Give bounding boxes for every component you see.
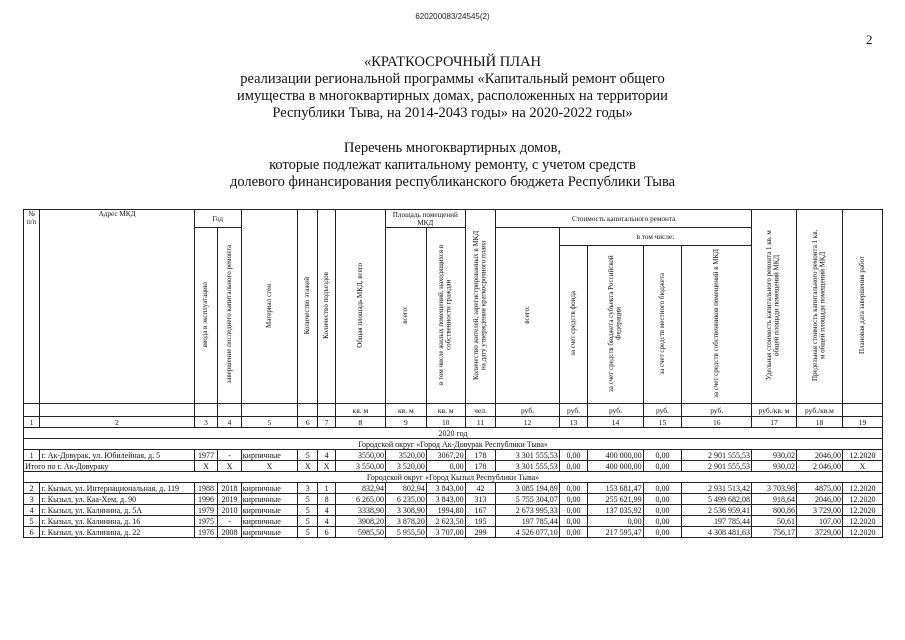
table-cell: 0,00 [559, 494, 588, 505]
unit-cell: руб./кв.м [796, 404, 842, 417]
table-cell: 3 729,00 [796, 505, 842, 516]
table-cell: 3 301 555,53 [496, 450, 559, 461]
header-owners: за счет средств собственников помещений в МКД [711, 249, 720, 398]
table-cell: 6 235,00 [385, 494, 426, 505]
table-cell: 0,00 [643, 505, 682, 516]
table-cell: 5 [298, 516, 318, 527]
table-cell: 1977 [194, 450, 218, 461]
header-local-budget: за счет средств местного бюджета [657, 272, 666, 375]
table-cell: 3 520,00 [385, 461, 426, 472]
table-cell: 2 536 959,41 [682, 505, 752, 516]
table-cell: 3 703,98 [752, 483, 797, 494]
table-row [24, 450, 883, 461]
document-title [0, 54, 905, 122]
title-line: Республики Тыва, на 2014-2043 годы» на 2020-2022 годы» [272, 105, 633, 121]
table-cell: X [194, 461, 218, 472]
column-number: 5 [241, 417, 297, 428]
table-cell: 1 [24, 450, 40, 461]
table-cell: 5 499 682,08 [682, 494, 752, 505]
table-cell: 0,00 [559, 450, 588, 461]
table-cell: 0,00 [559, 483, 588, 494]
subtitle-line: которые подлежат капитальному ремонту, с учетом средств [269, 157, 636, 173]
table-cell: 2 623,50 [426, 516, 465, 527]
table-cell: 4 [318, 450, 335, 461]
table-cell: 5 [298, 494, 318, 505]
header-including: в том числе: [559, 228, 751, 246]
table-cell: 0,00 [643, 483, 682, 494]
table-cell: кирпичные [241, 527, 297, 538]
table-cell: 918,64 [752, 494, 797, 505]
table-cell: 12.2020 [842, 450, 882, 461]
table-cell: 153 681,47 [588, 483, 643, 494]
table-cell: 6 [318, 527, 335, 538]
header-planned-date: Плановая дата завершения работ [857, 256, 866, 355]
table-cell: 5 755 304,07 [496, 494, 559, 505]
table-cell: кирпичные [241, 516, 297, 527]
table-cell: 2010 [218, 505, 242, 516]
unit-cell: руб. [682, 404, 752, 417]
table-cell: 400 000,00 [588, 461, 643, 472]
column-number: 14 [588, 417, 643, 428]
column-number: 10 [426, 417, 465, 428]
table-cell: 5 [298, 505, 318, 516]
table-cell: 2 901 555,53 [682, 450, 752, 461]
table-cell: X [842, 461, 882, 472]
table-cell: 2 046,00 [796, 461, 842, 472]
table-cell: 0,00 [426, 461, 465, 472]
unit-cell: чел. [465, 404, 496, 417]
table-cell: 756,17 [752, 527, 797, 538]
column-number: 11 [465, 417, 496, 428]
subtitle-line: Перечень многоквартирных домов, [343, 140, 562, 156]
column-number: 1 [24, 417, 40, 428]
table-cell: 107,00 [796, 516, 842, 527]
column-number: 7 [318, 417, 335, 428]
table-cell: 2046,00 [796, 450, 842, 461]
table-row [24, 527, 883, 538]
header-cost-total: всего: [522, 305, 531, 324]
table-cell: 3 [298, 483, 318, 494]
unit-cell: руб. [496, 404, 559, 417]
table-cell: 2 931 513,42 [682, 483, 752, 494]
header-n: № п/п [24, 210, 40, 404]
table-cell: кирпичные [241, 505, 297, 516]
table-cell: 2008 [218, 527, 242, 538]
table-cell: 3 843,00 [426, 483, 465, 494]
repair-plan-table [23, 209, 883, 538]
table-cell: 802,94 [385, 483, 426, 494]
document-subtitle [0, 140, 905, 191]
table-cell: 0,00 [643, 450, 682, 461]
table-cell: 0,00 [588, 516, 643, 527]
table-cell: 1996 [194, 494, 218, 505]
table-cell: г. Кызыл, ул. Калинина, д. 16 [40, 516, 194, 527]
table-cell: 3 707,00 [426, 527, 465, 538]
table-cell: 832,94 [335, 483, 385, 494]
table-cell: 3 308,90 [385, 505, 426, 516]
unit-cell: кв. м [335, 404, 385, 417]
table-cell: 3338,90 [335, 505, 385, 516]
header-wall-material: Материал стен [264, 283, 273, 328]
table-cell: г. Кызыл, ул. Каа-Хем, д. 90 [40, 494, 194, 505]
table-cell: 6 265,00 [335, 494, 385, 505]
table-cell: 8 [318, 494, 335, 505]
table-cell: 0,00 [559, 516, 588, 527]
table-cell: 137 035,92 [588, 505, 643, 516]
table-cell: - [218, 450, 242, 461]
header-year-last-repair: завершение последнего капитального ремонта [224, 245, 233, 384]
header-max-cost: Предельная стоимость капитального ремонта 1 кв. м общей площади помещений МКД [810, 229, 827, 382]
header-year: Год [194, 210, 241, 228]
header-year-commission: ввода в эксплуатацию [201, 281, 210, 348]
table-cell: 5 [24, 516, 40, 527]
header-subject-budget: за счет средств бюджета субъекта Российской Федерации [606, 255, 623, 392]
table-cell: 3 085 194,89 [496, 483, 559, 494]
total-row [24, 461, 883, 472]
table-cell: 4 308 481,63 [682, 527, 752, 538]
table-cell: 1975 [194, 516, 218, 527]
header-address: Адрес МКД [40, 210, 194, 404]
table-cell: 2046,00 [796, 494, 842, 505]
column-number: 6 [298, 417, 318, 428]
column-number: 3 [194, 417, 218, 428]
header-total-area: Общая площадь МКД, всего [355, 263, 364, 348]
table-cell: 3 878,20 [385, 516, 426, 527]
table-cell: 0,00 [559, 461, 588, 472]
subtitle-line: долевого финансирования республиканского бюджета Республики Тыва [229, 174, 676, 190]
table-cell: 12.2020 [842, 494, 882, 505]
unit-cell: кв. м [426, 404, 465, 417]
table-cell: 217 595,47 [588, 527, 643, 538]
table-cell: X [241, 461, 297, 472]
table-cell: 12.2020 [842, 516, 882, 527]
header-entrances: Количество подъездов [321, 272, 330, 339]
column-number: 2 [40, 417, 194, 428]
table-row [24, 494, 883, 505]
column-number: 18 [796, 417, 842, 428]
table-cell: 178 [465, 450, 496, 461]
table-cell: 4 526 077,10 [496, 527, 559, 538]
total-label: Итого по г. Ак-Довураку [24, 461, 195, 472]
table-cell: 178 [465, 461, 496, 472]
table-cell: 5 955,50 [385, 527, 426, 538]
table-cell: 0,00 [643, 461, 682, 472]
table-cell: 195 [465, 516, 496, 527]
column-number: 17 [752, 417, 797, 428]
table-cell: 1 [318, 483, 335, 494]
table-cell: X [318, 461, 335, 472]
table-cell: г. Кызыл, ул. Калинина, д. 5А [40, 505, 194, 516]
table-cell: 3 843,00 [426, 494, 465, 505]
table-cell: 2 [24, 483, 40, 494]
table-cell: 0,00 [559, 505, 588, 516]
table-cell: 197 785,44 [496, 516, 559, 527]
unit-cell: руб./кв. м [752, 404, 797, 417]
table-cell: 1979 [194, 505, 218, 516]
table-cell: 12.2020 [842, 505, 882, 516]
table-cell: 2 673 995,33 [496, 505, 559, 516]
table-cell: X [298, 461, 318, 472]
table-row [24, 516, 883, 527]
table-cell: 3 550,00 [335, 461, 385, 472]
table-cell: 3520,00 [385, 450, 426, 461]
table-cell: 3067,20 [426, 450, 465, 461]
header-unit-cost: Удельная стоимость капитального ремонта 1 кв. м общей площади помещений МКД [765, 230, 781, 381]
header-floors: Количество этажей [303, 276, 311, 335]
table-cell: 4 [318, 516, 335, 527]
table-cell: 50,61 [752, 516, 797, 527]
table-cell: 3 301 555,53 [496, 461, 559, 472]
table-cell: 2018 [218, 483, 242, 494]
table-cell: 2 901 555,53 [682, 461, 752, 472]
column-number: 8 [335, 417, 385, 428]
table-cell: 313 [465, 494, 496, 505]
table-cell: 255 621,99 [588, 494, 643, 505]
title-line: реализации региональной программы «Капитальный ремонт общего [240, 71, 665, 87]
title-line: имущества в многоквартирных домах, расположенных на территории [237, 88, 668, 104]
table-cell: 4 [24, 505, 40, 516]
table-cell: 930,02 [752, 450, 797, 461]
table-cell: г. Ак-Довурак, ул. Юбилейная, д. 5 [40, 450, 194, 461]
unit-cell: кв. м [385, 404, 426, 417]
table-cell: 1994,80 [426, 505, 465, 516]
unit-cell: руб. [559, 404, 588, 417]
column-number: 4 [218, 417, 242, 428]
table-cell: 800,86 [752, 505, 797, 516]
table-body [24, 428, 883, 538]
table-cell: 5 [298, 450, 318, 461]
table-cell: 0,00 [643, 527, 682, 538]
header-residents: Количество жителей, зарегистрированных в МКД на дату утверждения краткосрочного плана [472, 230, 488, 381]
table-cell: кирпичные [241, 450, 297, 461]
table-cell: г. Кызыл, ул. Калинина, д. 22 [40, 527, 194, 538]
table-cell: 3908,20 [335, 516, 385, 527]
table-cell: 1988 [194, 483, 218, 494]
table-cell: 3550,00 [335, 450, 385, 461]
table-cell: 6 [24, 527, 40, 538]
table-cell: 197 785,44 [682, 516, 752, 527]
year-row: 2020 год [24, 428, 883, 439]
table-cell: 2019 [218, 494, 242, 505]
header-premises-total: всего: [401, 305, 410, 324]
table-cell: 5985,50 [335, 527, 385, 538]
table-cell: 167 [465, 505, 496, 516]
column-number: 16 [682, 417, 752, 428]
unit-cell: руб. [588, 404, 643, 417]
column-number: 12 [496, 417, 559, 428]
table-cell: - [218, 516, 242, 527]
table-cell: 299 [465, 527, 496, 538]
table-cell: X [218, 461, 242, 472]
header-premises-area: Площадь помещений МКД [385, 210, 465, 228]
header-premises-residential: в том числе жилых помещений, находящихся в собственности граждан [437, 244, 453, 385]
table-cell: 5 [298, 527, 318, 538]
table-cell: 4875,00 [796, 483, 842, 494]
document-id: 620200083/24545(2) [415, 12, 490, 21]
table-cell: 0,00 [643, 516, 682, 527]
column-number: 13 [559, 417, 588, 428]
table-cell: 400 000,00 [588, 450, 643, 461]
table-cell: 12.2020 [842, 527, 882, 538]
group-label: Городской округ «Город Ак-Довурак Республики Тыва» [24, 439, 883, 450]
group-label: Городской округ «Город Кызыл Республики Тыва» [24, 472, 883, 483]
page-number: 2 [866, 32, 873, 47]
header-cost: Стоимость капитального ремонта [496, 210, 752, 228]
table-cell: 3 [24, 494, 40, 505]
table-cell: кирпичные [241, 483, 297, 494]
table-cell: 42 [465, 483, 496, 494]
column-number: 9 [385, 417, 426, 428]
table-row [24, 483, 883, 494]
unit-cell: руб. [643, 404, 682, 417]
table-cell: 12.2020 [842, 483, 882, 494]
table-cell: 1976 [194, 527, 218, 538]
table-cell: г. Кызыл, ул. Интернациональная, д. 119 [40, 483, 194, 494]
column-number: 15 [643, 417, 682, 428]
table-cell: 3729,00 [796, 527, 842, 538]
table-row [24, 505, 883, 516]
column-number-row [24, 417, 883, 428]
title-line: «КРАТКОСРОЧНЫЙ ПЛАН [363, 54, 542, 70]
table-cell: 4 [318, 505, 335, 516]
table-cell: 0,00 [643, 494, 682, 505]
table-cell: 930,02 [752, 461, 797, 472]
header-fund: за счет средств фонда [568, 291, 577, 356]
table-cell: 0,00 [559, 527, 588, 538]
table-cell: кирпичные [241, 494, 297, 505]
column-number: 19 [842, 417, 882, 428]
